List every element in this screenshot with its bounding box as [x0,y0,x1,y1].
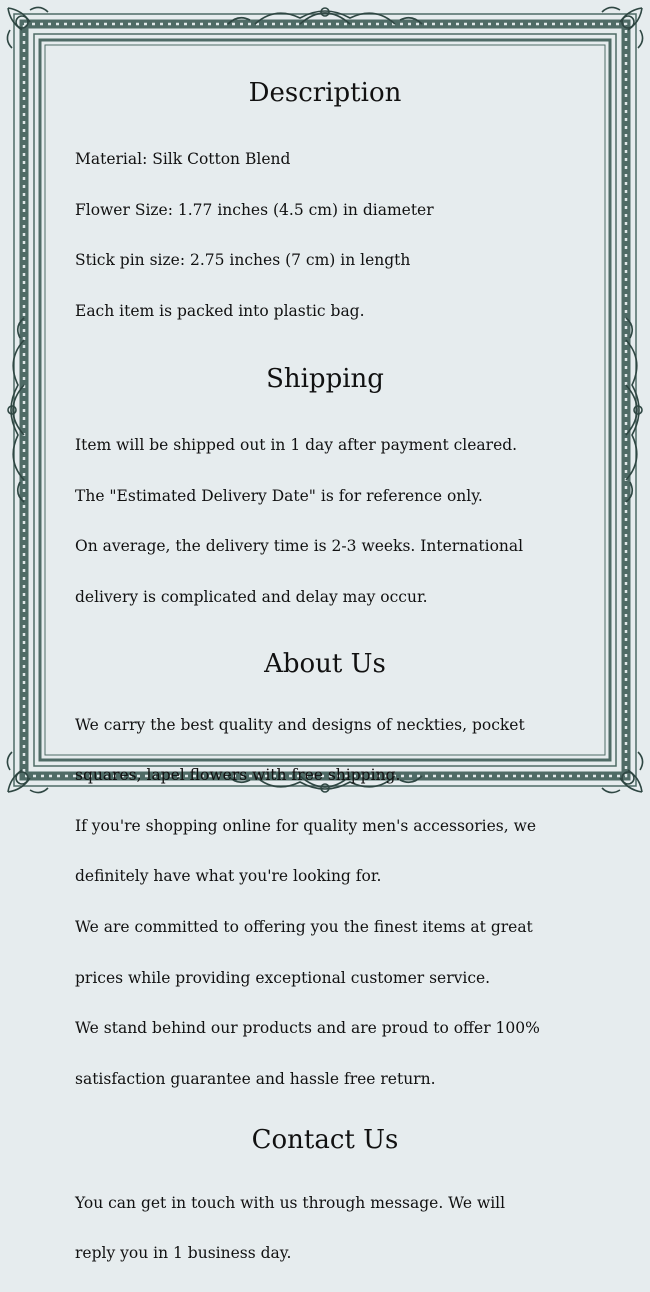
shipping-line: Item will be shipped out in 1 day after payment cleared. [75,435,518,454]
shipping-line: delivery is complicated and delay may occur. [75,587,428,606]
about-line: satisfaction guarantee and hassle free return. [75,1069,436,1088]
description-heading: Description [248,78,402,108]
description-line: Each item is packed into plastic bag. [75,302,365,321]
about-line: prices while providing exceptional customer service. [75,968,491,987]
shipping-line: On average, the delivery time is 2-3 weeks. International [75,537,524,556]
shipping-line: The "Estimated Delivery Date" is for reference only. [75,486,483,505]
shipping-text [75,408,575,636]
about-line: definitely have what you're looking for. [75,867,382,886]
about-text [75,687,575,1117]
contact-line: reply you in 1 business day. [75,1244,292,1263]
shipping-heading: Shipping [266,363,384,394]
about-line: We are committed to offering you the finest items at great [75,918,533,937]
about-line: We stand behind our products and are proud to offer 100% [75,1019,540,1038]
description-line: Stick pin size: 2.75 inches (7 cm) in length [75,251,411,270]
about-heading: About Us [264,649,386,680]
about-line: If you're shopping online for quality men's accessories, we [75,816,537,835]
content-area [75,74,575,1292]
contact-line: You can get in touch with us through message. We will [75,1193,506,1212]
contact-heading: Contact Us [251,1125,399,1156]
about-line: We carry the best quality and designs of neckties, pocket [75,715,525,734]
contact-text [75,1165,575,1291]
description-text [75,122,575,350]
description-line: Flower Size: 1.77 inches (4.5 cm) in diameter [75,200,434,219]
description-line: Material: Silk Cotton Blend [75,150,291,169]
about-line: squares, lapel flowers with free shipping. [75,766,401,785]
